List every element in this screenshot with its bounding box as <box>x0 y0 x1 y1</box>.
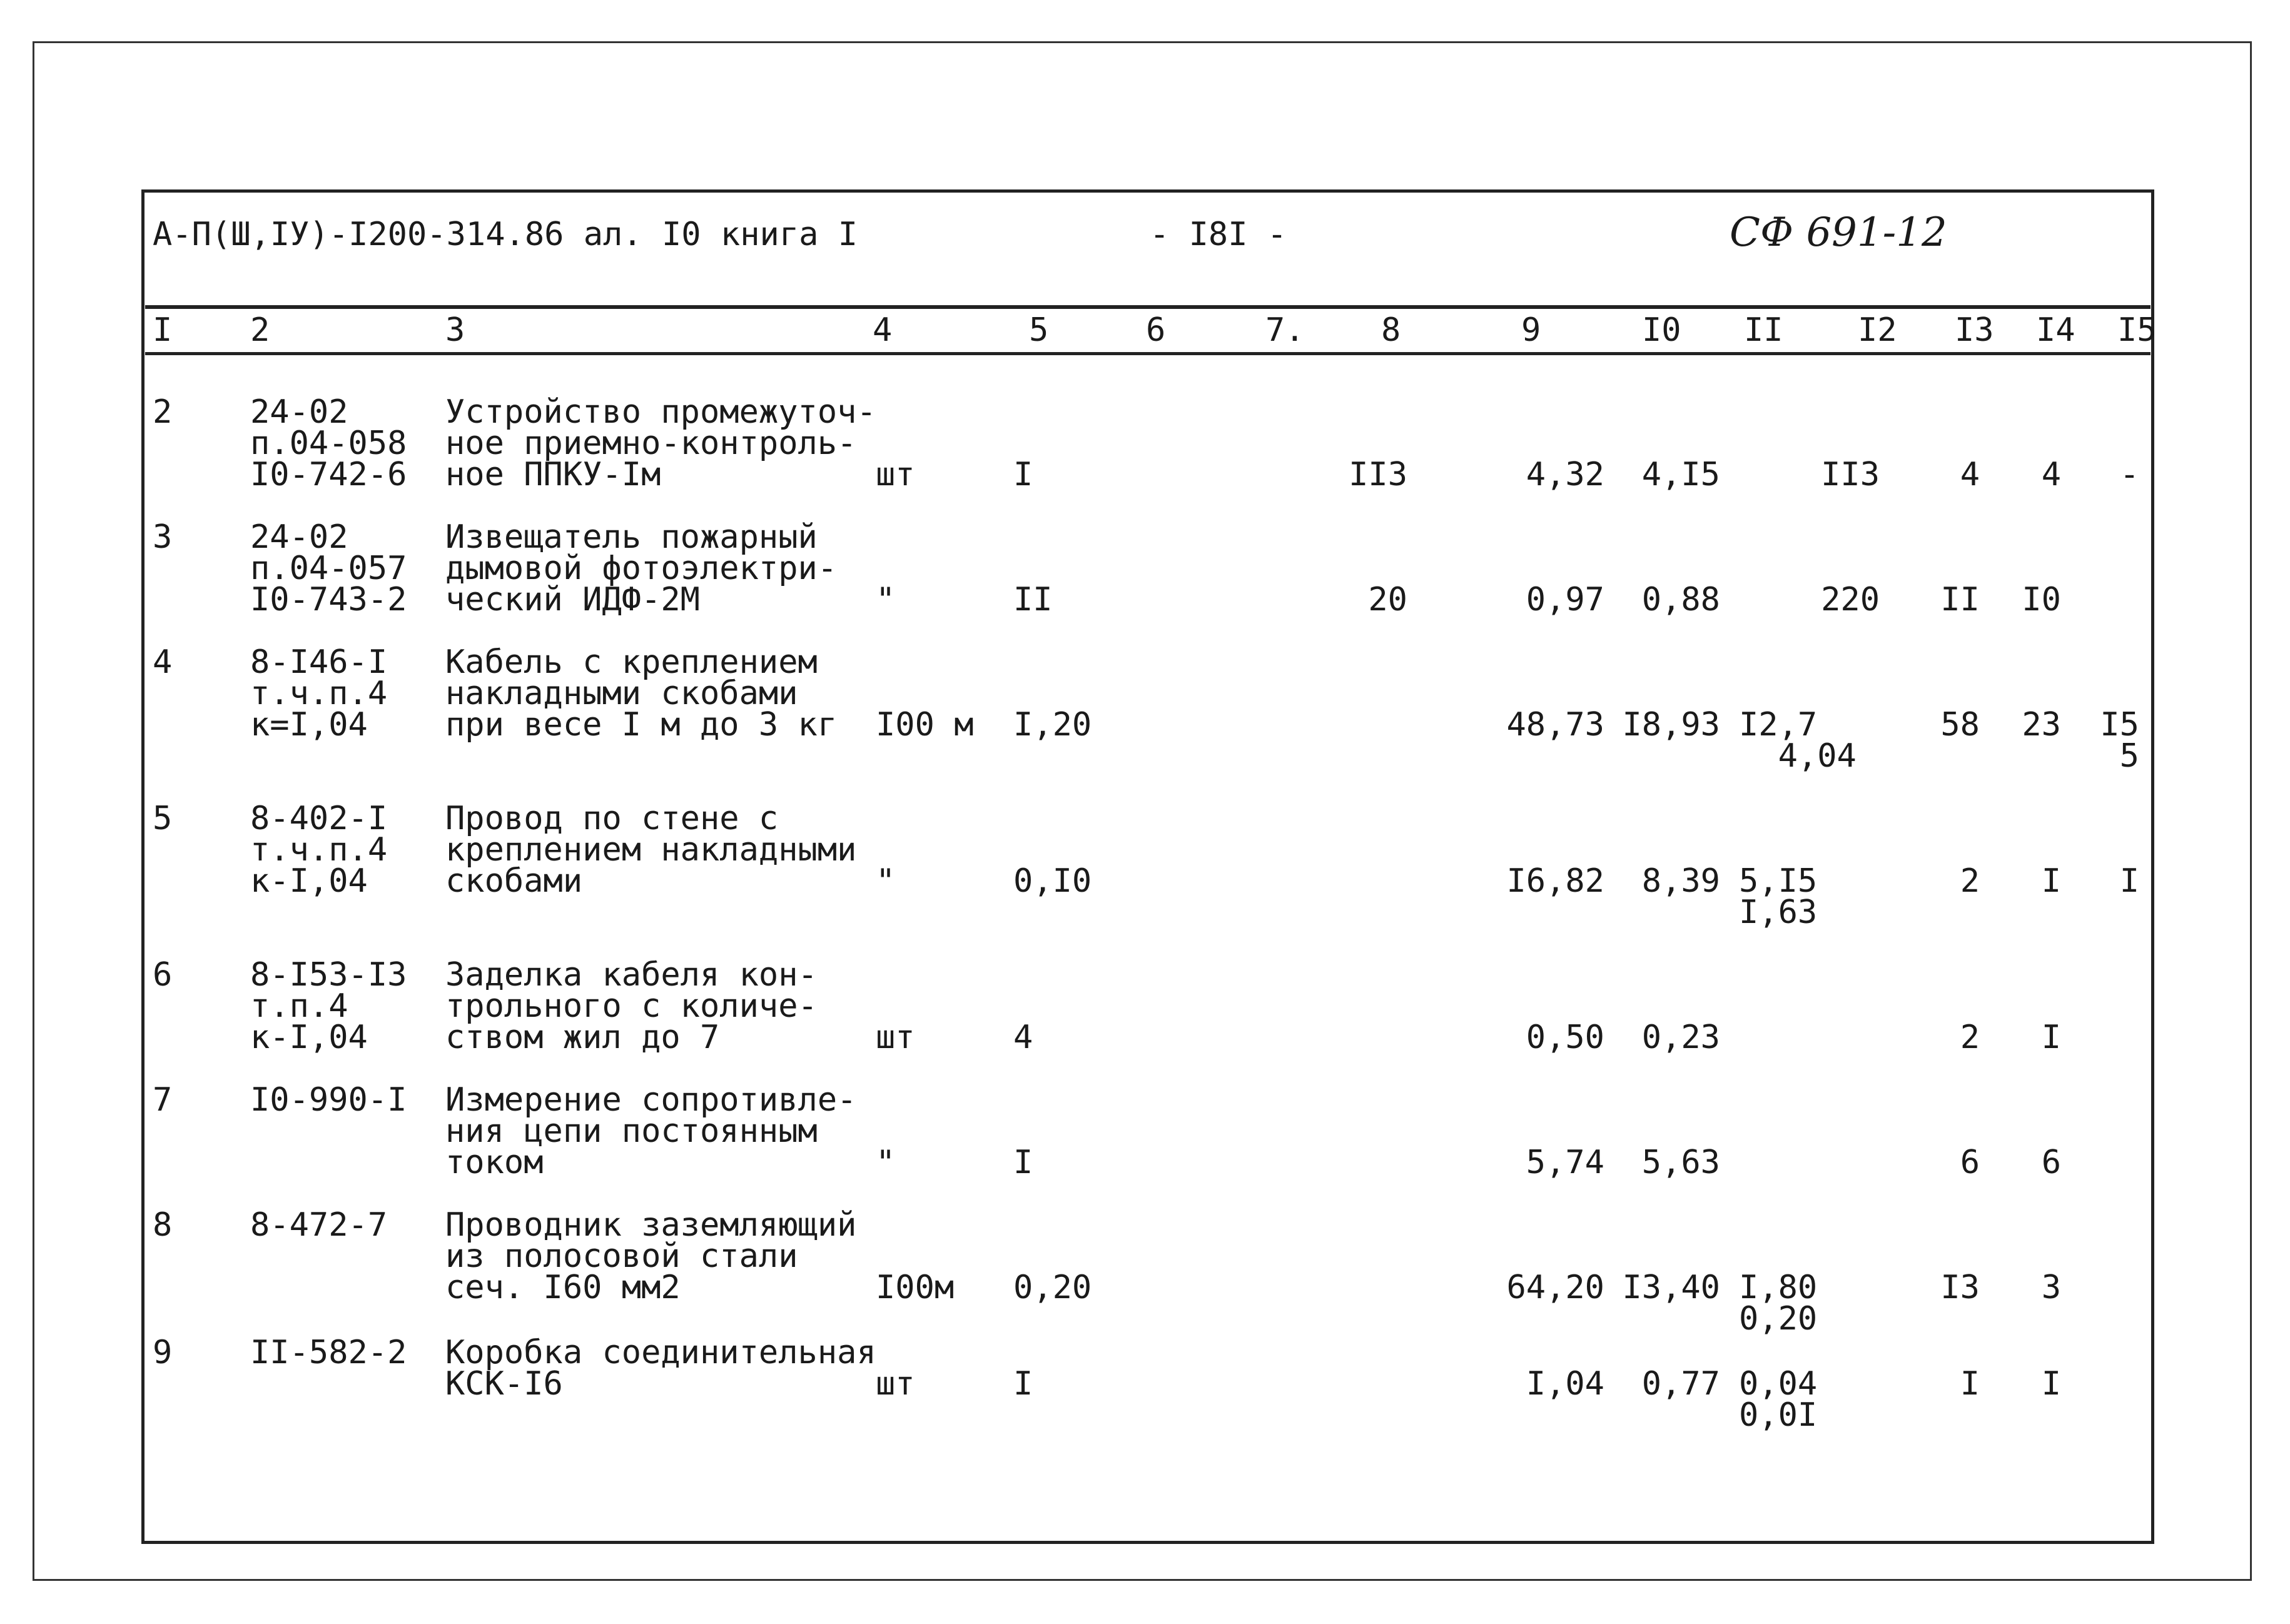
col-15-header: I5 <box>2117 311 2157 349</box>
row-number: 2 <box>153 393 173 431</box>
col-10-value: 4,I5 <box>1641 456 1720 493</box>
page-number: - I8I - <box>1150 216 1287 253</box>
unit: " <box>876 581 896 618</box>
col-13-value: 6 <box>1960 1144 1980 1181</box>
work-description: Провод по стене с креплением накладными скобами <box>445 800 857 900</box>
row-number: 3 <box>153 518 173 556</box>
row-number: 7 <box>153 1081 173 1119</box>
col-7-header: 7. <box>1265 311 1305 349</box>
col-13-value: I <box>1960 1365 1980 1403</box>
col-13-value: II <box>1940 581 1980 618</box>
col-9-value: 5,74 <box>1526 1144 1604 1181</box>
work-description: Кабель с креплением накладными скобами при весе I м до 3 кг <box>445 643 838 744</box>
unit: I00 м <box>876 706 974 744</box>
header-rule-top <box>145 305 2151 309</box>
work-description: Заделка кабеля кон- трольного с количе- ством жил до 7 <box>445 956 818 1056</box>
col-13-value: 2 <box>1960 1019 1980 1056</box>
col-9-header: 9 <box>1521 311 1541 349</box>
col-9-value: 64,20 <box>1506 1269 1604 1306</box>
row-number: 4 <box>153 643 173 681</box>
col-12-header: I2 <box>1858 311 1897 349</box>
work-description: Проводник заземляющий из полосовой стали сеч. I60 мм2 <box>445 1206 857 1306</box>
quantity: I,20 <box>1013 706 1092 744</box>
row-number: 9 <box>153 1334 173 1371</box>
col-15-value: I <box>2119 862 2139 900</box>
col-10-value: 0,88 <box>1641 581 1720 618</box>
norm-code: II-582-2 <box>250 1334 407 1371</box>
col-13-value: 4 <box>1960 456 1980 493</box>
col-9-value: I,04 <box>1526 1365 1604 1403</box>
document-code: А-П(Ш,IУ)-I200-314.86 ал. I0 книга I <box>153 216 858 253</box>
col-15-value: I5 5 <box>2100 706 2139 775</box>
col-9-value: 0,50 <box>1526 1019 1604 1056</box>
col-13-value: 58 <box>1940 706 1980 744</box>
norm-code: 24-02 п.04-057 I0-743-2 <box>250 518 407 618</box>
col-14-value: I <box>2041 1019 2061 1056</box>
unit: I00м <box>876 1269 955 1306</box>
col-8-value: 20 <box>1368 581 1407 618</box>
quantity: II <box>1013 581 1053 618</box>
col-5-header: 5 <box>1029 311 1049 349</box>
norm-code: 8-I53-I3 т.п.4 к-I,04 <box>250 956 407 1056</box>
col-12-value: II3 <box>1821 456 1880 493</box>
handwritten-ref: СФ 691-12 <box>1730 209 1947 256</box>
col-2-header: 2 <box>250 311 270 349</box>
col-14-header: I4 <box>2036 311 2075 349</box>
col-10-value: 0,23 <box>1641 1019 1720 1056</box>
work-description: Устройство промежуточ- ное приемно-контроль- ное ППКУ-Iм <box>445 393 876 493</box>
col-13-header: I3 <box>1955 311 1994 349</box>
unit: шт <box>876 456 915 493</box>
quantity: I <box>1013 456 1033 493</box>
col-14-value: 3 <box>2041 1269 2061 1306</box>
col-15-value: - <box>2119 456 2139 493</box>
col-11-value: I2,7 4,04 <box>1739 706 1857 775</box>
col-14-value: I <box>2041 862 2061 900</box>
norm-code: 8-I46-I т.ч.п.4 к=I,04 <box>250 643 388 744</box>
quantity: 0,I0 <box>1013 862 1092 900</box>
work-description: Измерение сопротивле- ния цепи постоянным током <box>445 1081 857 1181</box>
col-11-value: 0,04 0,0I <box>1739 1365 1818 1434</box>
unit: шт <box>876 1365 915 1403</box>
col-13-value: I3 <box>1940 1269 1980 1306</box>
col-14-value: 23 <box>2022 706 2061 744</box>
norm-code: 8-472-7 <box>250 1206 388 1244</box>
unit: " <box>876 1144 896 1181</box>
col-10-value: I8,93 <box>1622 706 1720 744</box>
col-11-value: I,80 0,20 <box>1739 1269 1818 1338</box>
row-number: 8 <box>153 1206 173 1244</box>
col-8-header: 8 <box>1381 311 1401 349</box>
col-11-header: II <box>1744 311 1783 349</box>
col-11-value: 5,I5 I,63 <box>1739 862 1818 931</box>
quantity: 4 <box>1013 1019 1033 1056</box>
unit: " <box>876 862 896 900</box>
col-9-value: 48,73 <box>1506 706 1604 744</box>
col-14-value: 6 <box>2041 1144 2061 1181</box>
row-number: 5 <box>153 800 173 837</box>
unit: шт <box>876 1019 915 1056</box>
work-description: Коробка соединительная КСК-I6 <box>445 1334 876 1403</box>
col-14-value: 4 <box>2041 456 2061 493</box>
quantity: I <box>1013 1365 1033 1403</box>
col-13-value: 2 <box>1960 862 1980 900</box>
work-description: Извещатель пожарный дымовой фотоэлектри- ческий ИДФ-2М <box>445 518 838 618</box>
col-10-value: I3,40 <box>1622 1269 1720 1306</box>
col-9-value: 0,97 <box>1526 581 1604 618</box>
col-14-value: I0 <box>2022 581 2061 618</box>
col-9-value: I6,82 <box>1506 862 1604 900</box>
col-10-value: 5,63 <box>1641 1144 1720 1181</box>
col-12-value: 220 <box>1821 581 1880 618</box>
col-14-value: I <box>2041 1365 2061 1403</box>
col-9-value: 4,32 <box>1526 456 1604 493</box>
col-10-header: I0 <box>1642 311 1681 349</box>
quantity: 0,20 <box>1013 1269 1092 1306</box>
table-frame <box>141 189 2154 1544</box>
col-10-value: 8,39 <box>1641 862 1720 900</box>
row-number: 6 <box>153 956 173 994</box>
norm-code: 8-402-I т.ч.п.4 к-I,04 <box>250 800 388 900</box>
col-6-header: 6 <box>1146 311 1166 349</box>
col-8-value: II3 <box>1349 456 1407 493</box>
col-3-header: 3 <box>445 311 465 349</box>
header-rule-bottom <box>145 352 2151 355</box>
quantity: I <box>1013 1144 1033 1181</box>
norm-code: I0-990-I <box>250 1081 407 1119</box>
col-1-header: I <box>153 311 173 349</box>
col-10-value: 0,77 <box>1641 1365 1720 1403</box>
col-4-header: 4 <box>873 311 893 349</box>
norm-code: 24-02 п.04-058 I0-742-6 <box>250 393 407 493</box>
